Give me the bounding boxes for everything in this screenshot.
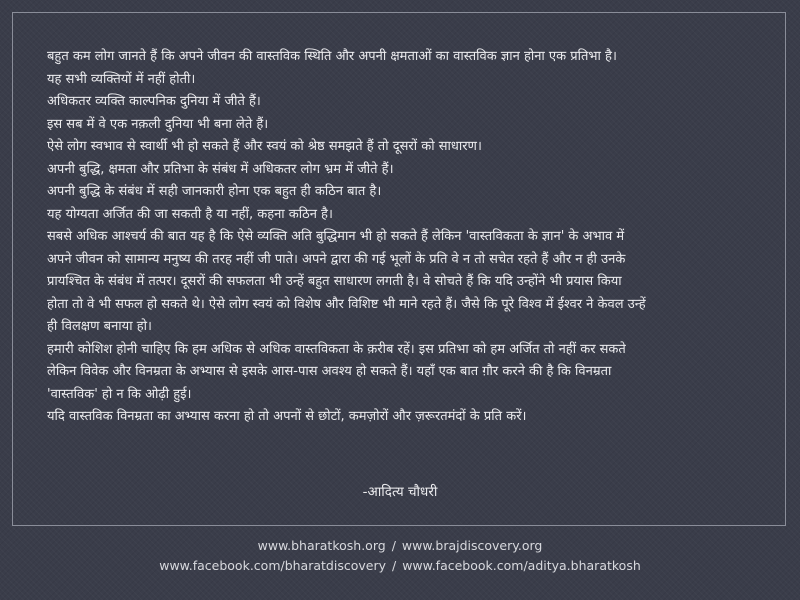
link-facebook-bharatdiscovery[interactable]: www.facebook.com/bharatdiscovery [159,558,386,573]
quote-line: अधिकतर व्यक्ति काल्पनिक दुनिया में जीते हैं। [47,94,261,109]
quote-line: अपनी बुद्धि के संबंध में सही जानकारी होना एक बहुत ही कठिन बात है। [47,184,382,199]
quote-line: यह सभी व्यक्तियों में नहीं होती। [47,71,196,87]
quote-line: बहुत कम लोग जानते हैं कि अपने जीवन की वास्तविक स्थिति और अपनी क्षमताओं का वास्तविक ज्ञान होना एक प्रतिभा है। [47,49,617,64]
quote-line: अपनी बुद्धि, क्षमता और प्रतिभा के संबंध में अधिकतर लोग भ्रम में जीते हैं। [47,161,394,177]
quote-line: लेकिन विवेक और विनम्रता के अभ्यास से इसके आस-पास अवश्य हो सकते हैं। यहाँ एक बात ग़ौर करने की है कि विनम्रता [47,364,612,379]
link-separator: / [391,558,397,573]
footer-line-1 [0,536,800,556]
quote-text [47,46,787,429]
quote-line: यदि वास्तविक विनम्रता का अभ्यास करना हो तो अपनों से छोटों, कमज़ोरों और ज़रूरतमंदों के प्रति करें। [47,409,527,424]
quote-line: यह योग्यता अर्जित की जा सकती है या नहीं, कहना कठिन है। [47,206,333,222]
link-brajdiscovery[interactable]: www.brajdiscovery.org [401,538,543,553]
link-separator: / [391,538,396,553]
quote-line: हमारी कोशिश होनी चाहिए कि हम अधिक से अधिक वास्तविकता के क़रीब रहें। इस प्रतिभा को हम अर्जित तो नहीं कर सकते [47,341,626,357]
author-signature: -आदित्य चौधरी [362,484,438,500]
quote-line: ऐसे लोग स्वभाव से स्वार्थी भी हो सकते हैं और स्वयं को श्रेष्ठ समझते हैं तो दूसरों को साधारण। [47,139,482,154]
quote-line: प्रायश्चित के संबंध में तत्पर। दूसरों की सफलता भी उन्हें बहुत साधारण लगती है। वे सोचते हैं कि यदि उन्होंने भी प्रयास किया [47,274,622,289]
link-facebook-aditya[interactable]: www.facebook.com/aditya.bharatkosh [402,558,641,573]
quote-line: 'वास्तविक' हो न कि ओढ़ी हुई। [47,386,192,402]
footer-line-2 [0,556,800,576]
quote-frame [12,12,786,526]
footer-links [0,536,800,576]
quote-line: ही विलक्षण बनाया हो। [47,319,152,334]
quote-line: होता तो वे भी सफल हो सकते थे। ऐसे लोग स्वयं को विशेष और विशिष्ट भी माने रहते हैं। जैसे कि पूरे विश्व में ईश्वर ने केवल उन्हें [47,296,646,312]
quote-line: इस सब में वे एक नक़ली दुनिया भी बना लेते हैं। [47,116,269,132]
quote-line: अपने जीवन को सामान्य मनुष्य की तरह नहीं जी पाते। अपने द्वारा की गई भूलों के प्रति वे न तो सचेत रहते हैं और न ही उनके [47,251,626,267]
link-bharatkosh[interactable]: www.bharatkosh.org [257,538,386,553]
quote-line: सबसे अधिक आश्चर्य की बात यह है कि ऐसे व्यक्ति अति बुद्धिमान भी हो सकते हैं लेकिन 'वास्तविकता के ज्ञान' के अभाव में [47,229,625,244]
